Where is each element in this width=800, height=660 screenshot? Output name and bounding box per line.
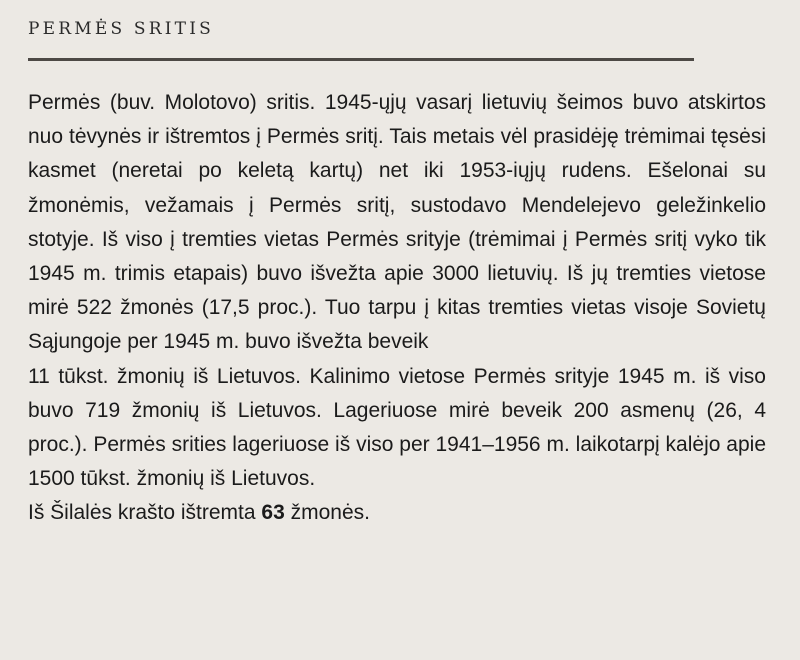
- paragraph-1: Permės (buv. Molotovo) sritis. 1945-ųjų vasarį lietuvių šeimos buvo atskirtos nuo tėvynės ir ištremtos į Permės sritį. Tais metais vėl prasidėję trėmimai tęsėsi kasmet (neretai po keletą kartų) net iki 1953-iųjų rudens. Ešelonai su žmonėmis, vežamais į Permės sritį, sustodavo Mendelejevo geležinkelio stotyje. Iš viso į tremties vietas Permės srityje (trėmimai į Permės sritį vyko tik 1945 m. trimis etapais) buvo išvežta apie 3000 lietuvių. Iš jų tremties vietose mirė 522 žmonės (17,5 proc.). Tuo tarpu į kitas tremties vietas visoje Sovietų Sąjungoje per 1945 m. buvo išvežta beveik: [28, 91, 766, 354]
- summary-suffix: žmonės.: [290, 501, 370, 525]
- paragraph-2: 11 tūkst. žmonių iš Lietuvos. Kalinimo vietose Permės srityje 1945 m. iš viso buvo 719 žmonių iš Lietuvos. Lageriuose mirė beveik 200 asmenų (26, 4 proc.). Permės srities lageriuose iš viso per 1941–1956 m. laikotarpį kalėjo apie 1500 tūkst. žmonių iš Lietuvos.: [28, 364, 766, 491]
- deportee-count: 63: [261, 501, 285, 525]
- heading-divider: [28, 58, 694, 61]
- summary-prefix: Iš Šilalės krašto ištremta: [28, 501, 256, 525]
- article-body: [28, 86, 766, 531]
- page-heading: PERMĖS SRITIS: [28, 19, 214, 39]
- summary-line: [28, 496, 766, 530]
